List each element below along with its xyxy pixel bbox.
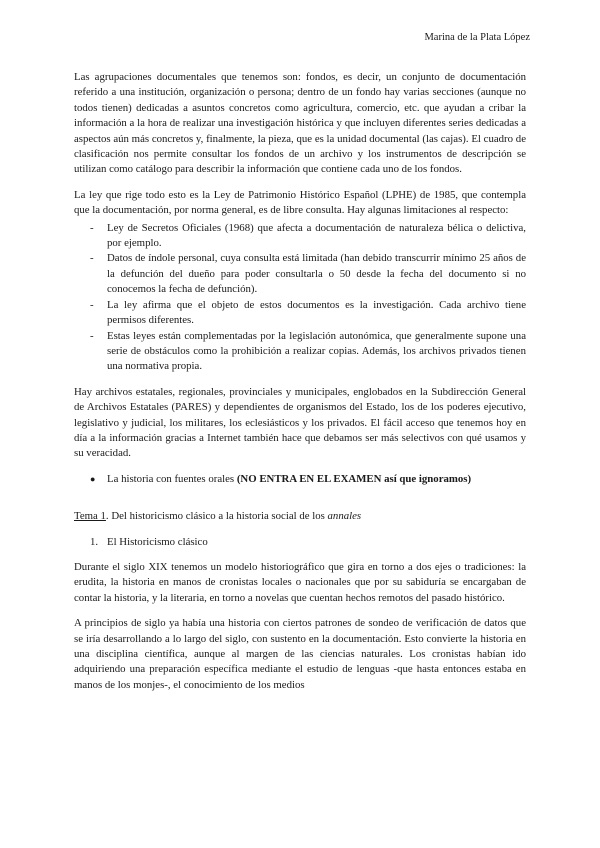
list-item [74,298,526,329]
paragraph-principios: A principios de siglo ya había una historia con ciertos patrones de sondeo de verificación de datos que se iría desarrollando a lo largo del siglo, con sustento en la documentación. Esto convierte la historia en una disciplina científica, aunque al margen de las ciencias naturales. Los cronistas habían ido adquiriendo una preparación específica mediante el estudio de lenguas -que hasta entonces estaba en manos de los monjes-, el conocimiento de los medios [74,617,526,691]
topic-title [74,509,526,524]
topic-italic: annales [327,510,362,523]
bullet-dot-icon: ● [90,473,96,484]
section-number: 1. [90,535,99,548]
list-item-text: Estas leyes están complementadas por la legislación autonómica, que generalmente supone una serie de obstáculos como la prohibición a realizar copias. Además, los archivos privados tienen una normativa propia. [107,329,526,373]
topic-label: Tema 1 [74,510,106,523]
section-heading [74,535,526,550]
paragraph-agrupaciones: Las agrupaciones documentales que tenemos son: fondos, es decir, un conjunto de documentación referido a una institución, organización o persona; dentro de un fondo hay varias secciones (aunque no todos tienen) dedicadas a asuntos concretos como agricultura, comercio, etc. que ayudan a cribar la información a la hora de realizar una investigación histórica y que incluyen diferentes series dedicadas a aspectos aún más concretos y, finalmente, la pieza, que es la unidad documental (las cajas). El cuadro de clasificación nos permite consultar los fondos de un archivo y los instrumentos de descripción se utilizan como catálogo para describir la información que contiene cada uno de los fondos. [74,71,526,176]
paragraph-ley: La ley que rige todo esto es la Ley de Patrimonio Histórico Español (LPHE) de 1985, que contempla que la documentación, por norma general, es de libre consulta. Hay algunas limitaciones al respecto: [74,188,526,217]
paragraph-archivos: Hay archivos estatales, regionales, provinciales y municipales, englobados en la Subdirección General de Archivos Estatales (PARES) y dependientes de organismos del Estado, los de los poderes ejecutivo, legislativo y judicial, los militares, los eclesiásticos y los privados. El fácil acceso que tenemos hoy en día a la información gracias a Internet también hace que debamos ser más selectivos con qué usamos y su veracidad. [74,385,526,460]
section-title: El Historicismo clásico [107,535,208,548]
dash-marker: - [90,329,94,342]
list-item [74,221,526,252]
list-item-text: La ley afirma que el objeto de estos documentos es la investigación. Cada archivo tiene permisos diferentes. [107,298,526,327]
dash-marker: - [90,221,94,234]
list-item-text: Ley de Secretos Oficiales (1968) que afecta a documentación de naturaleza bélica o delictiva, por ejemplo. [107,221,526,250]
list-item [74,329,526,375]
dash-marker: - [90,252,94,265]
oral-history-bullet [74,472,526,487]
list-item [74,251,526,297]
list-item-text: Datos de índole personal, cuya consulta está limitada (han debido transcurrir mínimo 25 años de la defunción del dueño para poder consultarla o 50 desde la fecha del documento si no conocemos la fecha de defunción). [107,252,526,296]
limitations-list [74,221,526,375]
dash-marker: - [90,298,94,311]
document-body [74,70,526,703]
bullet-bold-note: (NO ENTRA EN EL EXAMEN así que ignoramos) [236,472,472,485]
topic-rest: . Del historicismo clásico a la historia social de los [105,510,328,523]
bullet-text: La historia con fuentes orales [107,472,237,485]
paragraph-siglo-xix: Durante el siglo XIX tenemos un modelo historiográfico que gira en torno a dos ejes o tradiciones: la erudita, la historia en manos de cronistas locales o nacionales que por su sabiduría se encargaban de contar la historia, y la literaria, en torno a novelas que cuentan hechos remotos del pasado histórico. [74,560,526,604]
author-header: Marina de la Plata López [424,32,530,43]
